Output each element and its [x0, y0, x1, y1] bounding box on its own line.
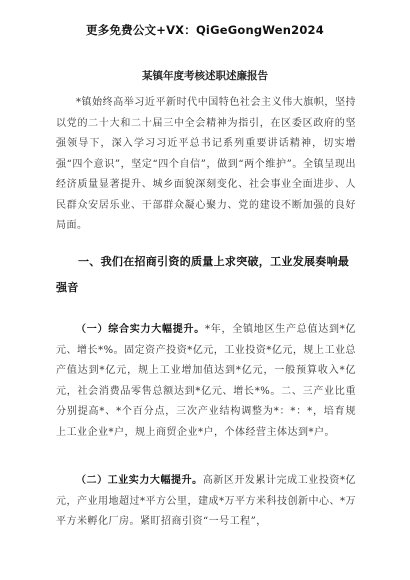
subsection-2-paragraph: [56, 471, 356, 533]
subsection-2-text: 高新区开发累计完成工业投资*亿元，产业用地超过*平方公里，建成*万平方米科技创新中心、*万平方米孵化厂房。紧盯招商引资“一号工程”，: [56, 475, 357, 527]
subsection-1-paragraph: [56, 320, 356, 443]
watermark-header: 更多免费公文+VX：QiGeGongWen2024: [86, 23, 324, 37]
subsection-1-text: *年，全镇地区生产总值达到*亿元、增长*%。固定资产投资*亿元，工业投资*亿元，规上工业总产值达到*亿元，规上工业增加值达到*亿元，一般预算收入*亿元，社会消费品零售总额达到*亿元、增长*%。二、三产业比重分别提高*、*个百分点，三次产业结构调整为*：*：*，培育规上工业企业*户，规上商贸企业*户，个体经营主体达到*户。: [56, 324, 356, 438]
intro-paragraph: *镇始终高举习近平新时代中国特色社会主义伟大旗帜，坚持以党的二十大和二十届三中全会精神为指引，在区委区政府的坚强领导下，深入学习习近平总书记系列重要讲话精神，切实增强“四个意识”，坚定“四个自信”，做到“两个维护”。全镇呈现出经济质量显著提升、城乡面貌深刻变化、社会事业全面进步、人民群众安居乐业、干部群众凝心聚力、党的建设不断加强的良好局面。: [56, 97, 356, 231]
section-heading-1: 一、我们在招商引资的质量上求突破，工业发展奏响最强音: [56, 255, 350, 294]
subsection-1-label: （一）综合实力大幅提升。: [76, 324, 205, 335]
document-title: 某镇年度考核述职述廉报告: [142, 70, 268, 82]
subsection-2-label: （二）工业实力大幅提升。: [76, 475, 203, 486]
